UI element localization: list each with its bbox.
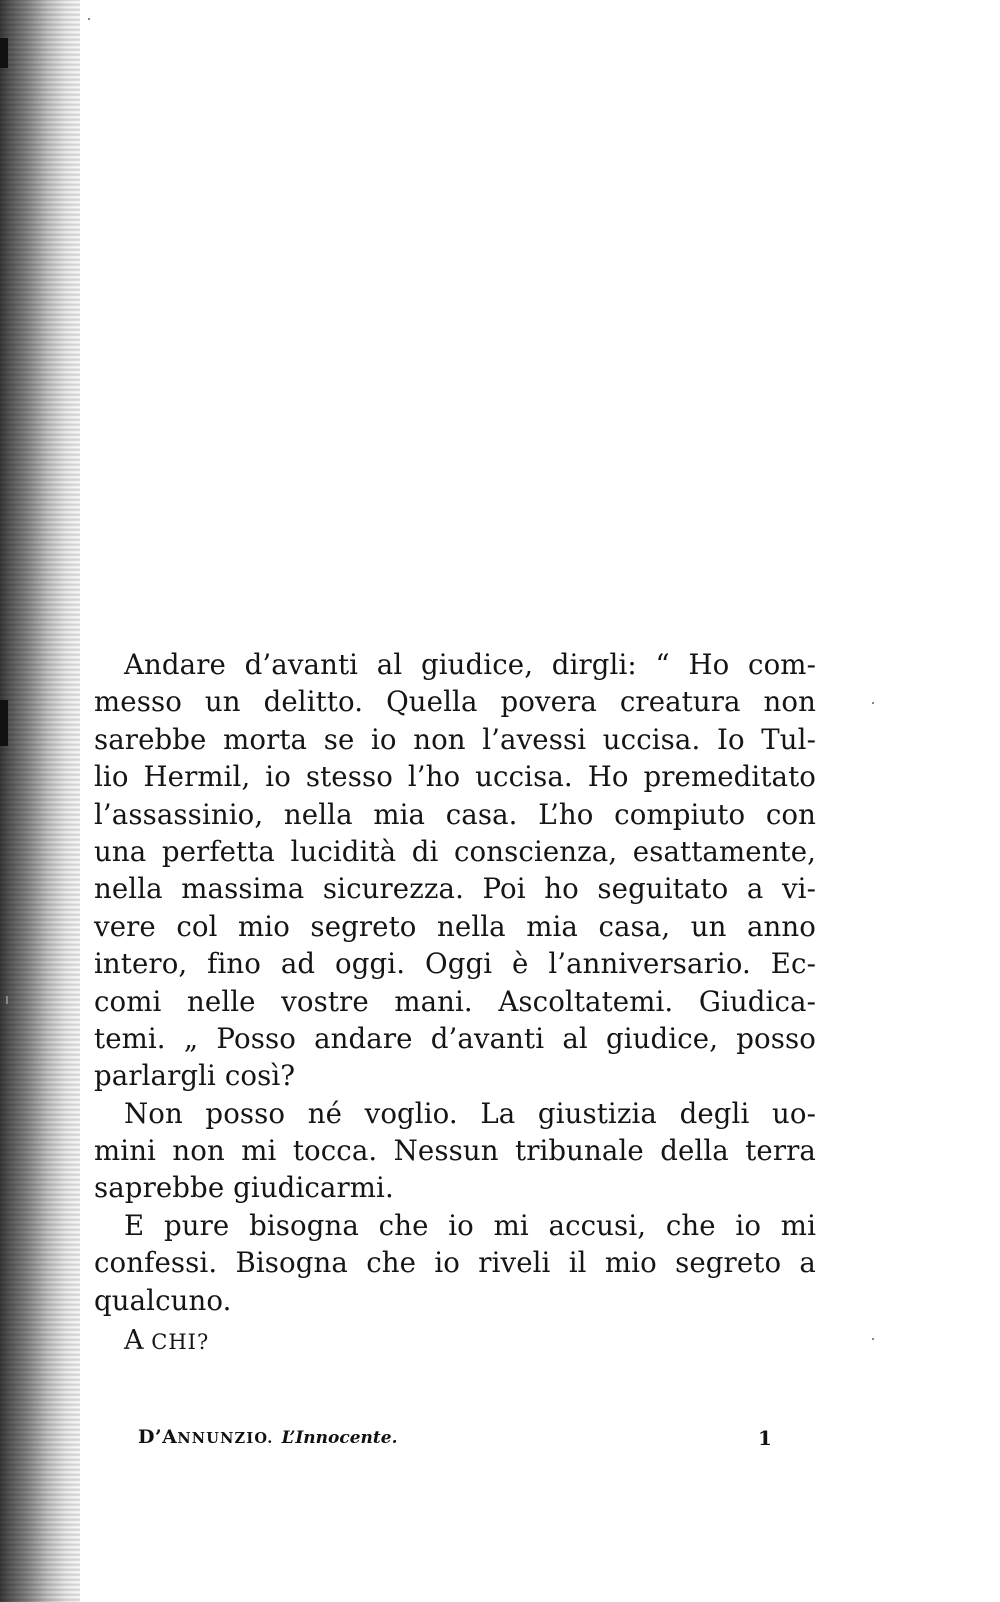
text-line: vere col mio segreto nella mia casa, un anno	[94, 909, 816, 943]
text-line: qualcuno.	[94, 1283, 232, 1317]
footer-author-initial: D’A	[138, 1426, 178, 1448]
scan-speck	[872, 1338, 874, 1340]
footer-book-title: L’Innocente.	[281, 1428, 398, 1448]
scan-speck	[872, 702, 874, 704]
page-footer	[138, 1426, 778, 1448]
text-line: Non posso né voglio. La giustizia degli uo-	[124, 1096, 816, 1130]
scan-speck	[6, 996, 8, 1004]
spine-mark	[0, 38, 8, 68]
text-line: saprebbe giudicarmi.	[94, 1171, 394, 1205]
scanned-spine-edge	[0, 0, 80, 1602]
text-line: una perfetta lucidità di conscienza, esattamente,	[94, 834, 816, 868]
closing-rest: CHI?	[143, 1330, 210, 1355]
text-line: E pure bisogna che io mi accusi, che io mi	[124, 1208, 816, 1242]
scan-speck	[88, 18, 90, 20]
closing-first-letter: A	[124, 1325, 144, 1357]
text-line: comi nelle vostre mani. Ascoltatemi. Giudica-	[94, 984, 816, 1018]
text-line: parlargli così?	[94, 1059, 296, 1093]
text-line: Andare d’avanti al giudice, dirgli: “ Ho com-	[124, 648, 816, 681]
text-line: mini non mi tocca. Nessun tribunale della terra	[94, 1134, 816, 1168]
spine-mark	[0, 700, 8, 746]
text-line: sarebbe morta se io non l’avessi uccisa. Io Tul-	[94, 722, 816, 756]
footer-author-rest: NNUNZIO.	[177, 1430, 274, 1447]
page-number: 1	[758, 1426, 772, 1450]
footer-author	[138, 1428, 274, 1448]
text-line: nella massima sicurezza. Poi ho seguitato a vi-	[94, 872, 816, 906]
page-body-text	[94, 646, 816, 1358]
closing-question	[94, 1321, 816, 1358]
text-line: temi. „ Posso andare d’avanti al giudice, posso	[94, 1021, 816, 1055]
text-line: messo un delitto. Quella povera creatura non	[94, 685, 816, 719]
text-line: lio Hermil, io stesso l’ho uccisa. Ho premeditato	[94, 760, 816, 794]
text-line: confessi. Bisogna che io riveli il mio segreto a	[94, 1246, 816, 1280]
text-line: l’assassinio, nella mia casa. L’ho compiuto con	[94, 797, 816, 831]
text-line: intero, fino ad oggi. Oggi è l’anniversario. Ec-	[94, 947, 816, 981]
